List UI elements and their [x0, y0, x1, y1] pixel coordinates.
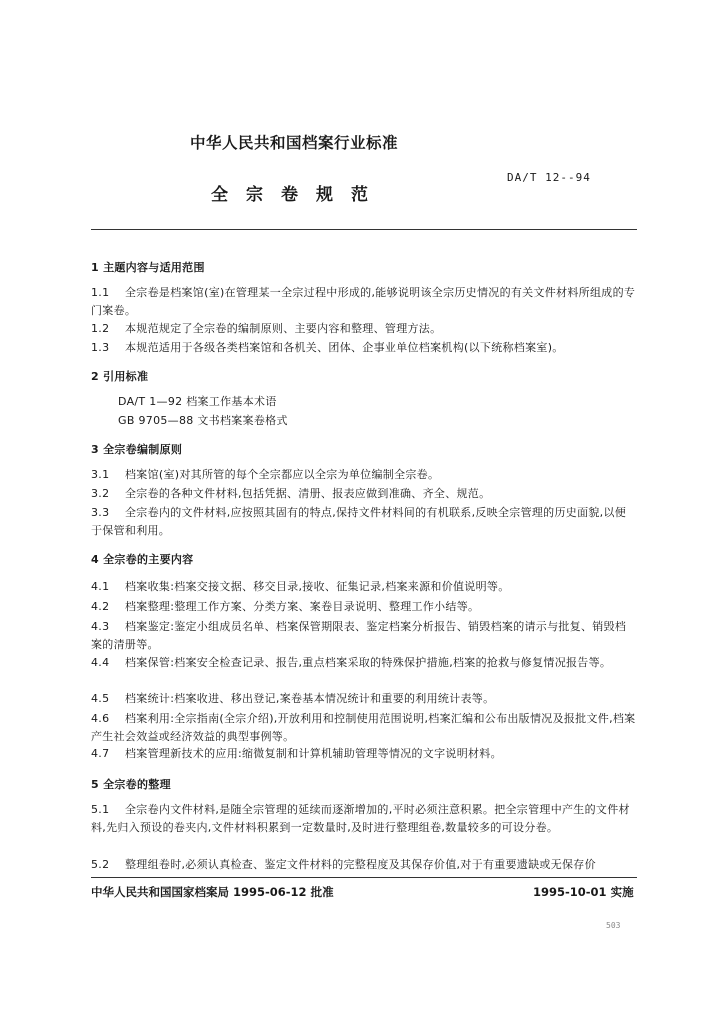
clause-text: 档案馆(室)对其所管的每个全宗都应以全宗为单位编制全宗卷。 — [125, 468, 440, 481]
clause-text: 本规范适用于各级各类档案馆和各机关、团体、企事业单位档案机构(以下统称档案室)。 — [125, 341, 564, 354]
standard-org-title: 中华人民共和国档案行业标准 — [190, 134, 399, 152]
clause-number: 1.1 — [91, 286, 110, 299]
clause-text: 全宗卷的各种文件材料,包括凭据、清册、报表应做到准确、齐全、规范。 — [125, 487, 491, 500]
clause-text: 档案整理:整理工作方案、分类方案、案卷目录说明、整理工作小结等。 — [125, 600, 480, 613]
clause-4-4 — [91, 654, 637, 672]
clause-5-2 — [91, 856, 637, 874]
clause-text: 档案保管:档案安全检查记录、报告,重点档案采取的特殊保护措施,档案的抢救与修复情况报告等。 — [125, 656, 612, 669]
footer-divider — [91, 877, 637, 878]
document-title: 全宗卷规范 — [211, 185, 386, 205]
reference-standard-2: GB 9705—88 文书档案案卷格式 — [118, 414, 288, 427]
reference-standard-1: DA/T 1—92 档案工作基本术语 — [118, 395, 277, 408]
section-2-heading: 2 引用标准 — [91, 370, 149, 383]
section-4-heading: 4 全宗卷的主要内容 — [91, 553, 194, 566]
clause-number: 3.3 — [91, 506, 110, 519]
clause-text: 档案统计:档案收进、移出登记,案卷基本情况统计和重要的利用统计表等。 — [125, 692, 495, 705]
clause-number: 3.1 — [91, 468, 110, 481]
clause-5-1 — [91, 801, 637, 837]
clause-text: 本规范规定了全宗卷的编制原则、主要内容和整理、管理方法。 — [125, 322, 442, 335]
clause-3-2 — [91, 485, 637, 503]
clause-3-1 — [91, 466, 637, 484]
clause-text: 整理组卷时,必须认真检查、鉴定文件材料的完整程度及其保存价值,对于有重要遗缺或无保存价 — [125, 858, 596, 871]
clause-number: 5.1 — [91, 803, 110, 816]
clause-number: 4.5 — [91, 692, 110, 705]
section-1-heading: 1 主题内容与适用范围 — [91, 261, 205, 274]
clause-4-7 — [91, 745, 637, 763]
standard-code: DA/T 12--94 — [507, 171, 591, 184]
clause-4-1 — [91, 578, 637, 596]
clause-number: 4.2 — [91, 600, 110, 613]
clause-number: 4.6 — [91, 712, 110, 725]
clause-number: 3.2 — [91, 487, 110, 500]
clause-4-6 — [91, 710, 637, 746]
clause-number: 4.7 — [91, 747, 110, 760]
clause-text: 档案鉴定:鉴定小组成员名单、档案保管期限表、鉴定档案分析报告、销毁档案的请示与批复、销毁档案的清册等。 — [91, 620, 627, 651]
section-5-heading: 5 全宗卷的整理 — [91, 778, 171, 791]
page-number: 503 — [606, 921, 621, 930]
clause-text: 全宗卷内的文件材料,应按照其固有的特点,保持文件材料间的有机联系,反映全宗管理的历史面貌,以便于保管和利用。 — [91, 506, 627, 537]
clause-text: 档案管理新技术的应用:缩微复制和计算机辅助管理等情况的文字说明材料。 — [125, 747, 502, 760]
clause-4-5 — [91, 690, 637, 708]
clause-text: 档案收集:档案交接文据、移交目录,接收、征集记录,档案来源和价值说明等。 — [125, 580, 510, 593]
clause-number: 4.3 — [91, 620, 110, 633]
clause-number: 4.4 — [91, 656, 110, 669]
clause-number: 1.2 — [91, 322, 110, 335]
clause-1-1 — [91, 284, 637, 320]
clause-4-3 — [91, 618, 637, 654]
effective-date: 1995-10-01 实施 — [533, 885, 634, 899]
clause-number: 5.2 — [91, 858, 110, 871]
clause-3-3 — [91, 504, 637, 540]
clause-1-3 — [91, 339, 637, 357]
clause-number: 1.3 — [91, 341, 110, 354]
clause-text: 全宗卷内文件材料,是随全宗管理的延续而逐渐增加的,平时必须注意积累。把全宗管理中产生的文件材料,先归入预设的卷夹内,文件材料积累到一定数量时,及时进行整理组卷,数量较多的可设分卷。 — [91, 803, 630, 834]
clause-text: 全宗卷是档案馆(室)在管理某一全宗过程中形成的,能够说明该全宗历史情况的有关文件材料所组成的专门案卷。 — [91, 286, 636, 317]
clause-1-2 — [91, 320, 637, 338]
clause-number: 4.1 — [91, 580, 110, 593]
header-divider — [91, 229, 637, 230]
clause-text: 档案利用:全宗指南(全宗介绍),开放利用和控制使用范围说明,档案汇编和公布出版情况及报批文件,档案产生社会效益或经济效益的典型事例等。 — [91, 712, 636, 743]
clause-4-2 — [91, 598, 637, 616]
section-3-heading: 3 全宗卷编制原则 — [91, 443, 183, 456]
approval-statement: 中华人民共和国国家档案局 1995-06-12 批准 — [91, 885, 334, 899]
